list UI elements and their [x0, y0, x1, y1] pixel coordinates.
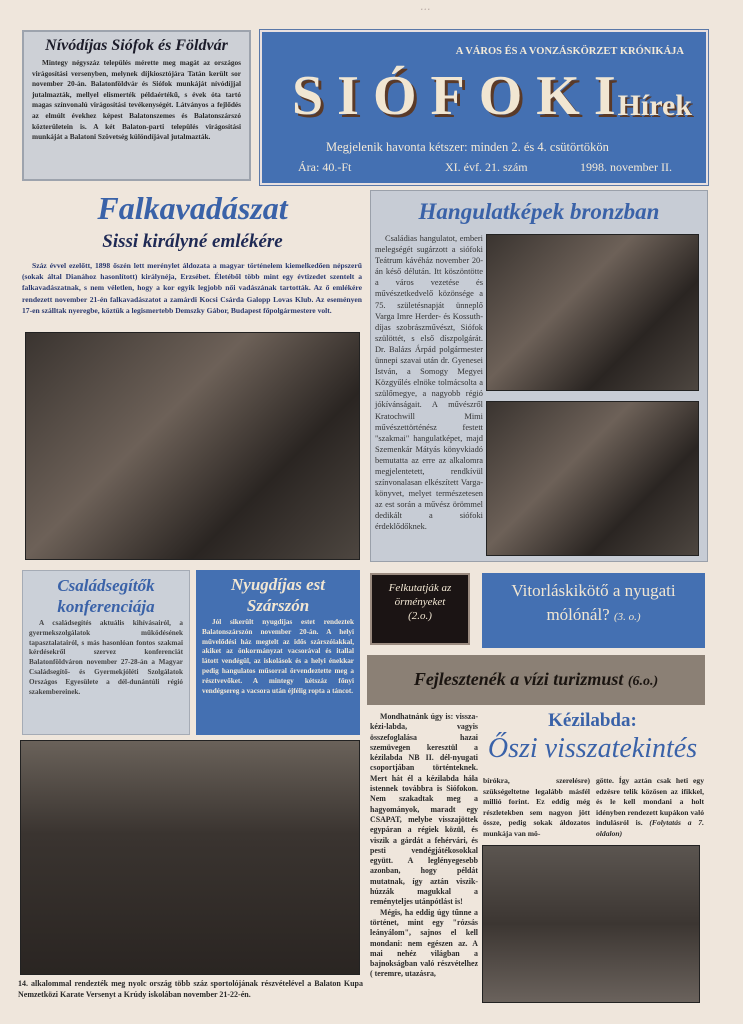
masthead-subtitle: Hírek	[617, 89, 692, 122]
nivodijas-title: Nívódíjas Siófok és Földvár	[45, 37, 228, 54]
falka-text: Száz évvel ezelőtt, 1898 őszén lett merénylet áldozata a magyar történelem kiemelkedően népszerű (sokak által Dianához hasonlított) királynéja, Erzsébet. Életéből több mint egy évtizedet szentelt a falkavadászatnak, s nem véletlen, hogy a kor egyik legjobb női vadászának tartották. Az ő emlékére rendezett november 21-én falkavadászatot a zamárdi Kocsi Csárda Galopp Lovas Klub. Az eseményen 17-en szálltak nyeregbe, köztük a legismertebb Demszky Gábor, Budapest főpolgármestere volt.	[22, 261, 362, 315]
csalad-box	[22, 570, 190, 735]
teaser-ormeny[interactable]	[370, 573, 470, 645]
bronz-text: Családias hangulatot, emberi melegségét sugárzott a siófoki Teátrum kávéház november 20-án késő délután. Itt köszöntötte a város vezetése és művészetkedvelő közönsége a 75. születésnapját ünneplő Varga Imre Herder- és Kossuth-díjas szobrászművészt, Siófok szülöttét, s első díszpolgárát. Dr. Balázs Árpád polgármester ünnepi szavai után dr. Gyenesei István, a Somogy Megyei Közgyűlés elnöke tolmácsolta a szülőmegye, a nagyobb régió jókívánságait. A művészről Kratochwill Mimi művészettörténész festett "szakmai" hangulatképet, majd Szemenkár Mátyás könyvkiadó bemutatta az erre az alkalomra megjelentetett, rendkívül színvonalasan elkészített Varga-könyvet, melyet természetesen az est során a művész örömmel dedikált a siófoki érdeklődőknek.	[375, 234, 483, 532]
falka-photo	[25, 332, 360, 560]
handwritten-note: ...	[420, 0, 431, 13]
kezilabda-text-1b: Mégis, ha eddig úgy tűnne a történet, mint egy "rózsás leányálom", sajnos el kell mondani: nem egészen az. A mai nehéz világban a bajnokságban való részvételhez ( teremre, utazásra,	[370, 907, 478, 979]
masthead-price: Ára: 40.-Ft	[298, 160, 352, 174]
bronz-photo-2	[486, 401, 699, 556]
teaser-vitorlas-page: (3. o.)	[613, 611, 641, 623]
teaser-ormeny-title: Felkutatják az örményeket	[388, 582, 452, 608]
teaser-turizmus[interactable]	[367, 655, 705, 705]
teaser-turizmus-page: (6.o.)	[627, 674, 659, 689]
kezilabda-continued[interactable]: (Folytatás a 7. oldalon)	[596, 818, 704, 838]
kezilabda-title: Őszi visszatekintés	[487, 733, 698, 764]
csalad-title: Családsegítők konferenciája	[57, 576, 155, 616]
falka-subtitle: Sissi királyné emlékére	[102, 231, 283, 252]
masthead-title: SIÓFOKI	[292, 65, 630, 127]
teaser-turizmus-title: Fejlesztenék a vízi turizmust	[413, 669, 624, 689]
teaser-ormeny-page: (2.o.)	[408, 610, 432, 622]
nyugdij-box	[196, 570, 360, 735]
bronz-photo-1	[486, 234, 699, 391]
bronz-title: Hangulatképek bronzban	[418, 199, 660, 224]
nyugdij-text: Jól sikerült nyugdíjas estet rendeztek Balatonszárszón november 20-án. A helyi művelődési ház megtelt az idős szárszóiakkal, akiket az önkormányzat vacsorával és itallal látott vendégül, az iskolások és a helyi énekkar pedig hangulatos műsorral örvendeztette meg a résztvevőket. A mintegy kétszáz főnyi vendégsereg a vacsora után éjfélig ropta a táncot.	[202, 618, 354, 695]
masthead-tagline: A VÁROS ÉS A VONZÁSKÖRZET KRÓNIKÁJA	[455, 46, 684, 57]
bronz-box	[370, 190, 708, 562]
kezilabda-text-1: Mondhatnánk úgy is: vissza-kézi-labda, vagyis összefoglalása hazai szemüvegen keresztül a kézilabda NB II. dél-nyugati csoportjában történteknek. Mert hát él a kézilabda hála istennek továbbra is Siófokon. Nem szakadtak meg a hagyományok, maradt egy CSAPAT, melybe visszajöttek egypáran a régiek közül, és viszik a gárdát a fehérvári, és pesti vendégjátékosokkal együtt. A leglényegesebb azonban, hogy példát mutatnak, így aztán viszik-húzzák magukkal a reményteljes utánpótlást is!	[370, 712, 478, 907]
nivodijas-text: Mintegy négyszáz település mérette meg magát az országos virágosítási versenyben, melynek díjkiosztójára Tatán került sor november 20-án. Balatonföldvár és Siófok munkáját nívódíjjal jutalmazták, mellyel elismerték példaértékű, s évek óta tartó magas színvonalú virágosítási tevékenységét. Látványos a fejlődés az elmúlt évekhez képest Balatonszemes és Balatonszárszó közterületein is. A két Balaton-parti település virágosítási munkáját a Balatoni Szövetség különdíjával jutalmazták.	[32, 58, 241, 142]
nyugdij-title: Nyugdíjas est Szárszón	[231, 575, 325, 615]
karate-photo	[20, 740, 360, 975]
nivodijas-box	[22, 30, 251, 181]
teaser-vitorlas-title: Vitorláskikötő a nyugati mólónál?	[511, 581, 676, 624]
masthead-date: 1998. november II.	[580, 160, 672, 174]
falka-headline: Falkavadászat	[97, 190, 288, 226]
masthead-issue: XI. évf. 21. szám	[445, 160, 528, 174]
kezilabda-photo	[482, 845, 700, 1003]
teaser-vitorlas[interactable]	[482, 573, 705, 648]
kezilabda-kicker: Kézilabda:	[548, 710, 637, 731]
kezilabda-text-2: bírókra, szerelésre) szükségeltetne legalább másfél millió forint. Ez eddig még részletekben sem nagyon jött össze, pedig sokak áldozatos munkája van mö-	[483, 776, 590, 838]
karate-caption: 14. alkalommal rendezték meg nyolc ország több száz sportolójának részvételével a Balaton Kupa Nemzetközi Karate Versenyt a Krúdy iskolában november 21-22-én.	[18, 979, 363, 999]
masthead-frequency: Megjelenik havonta kétszer: minden 2. és 4. csütörtökön	[326, 140, 609, 154]
masthead	[260, 30, 708, 185]
csalad-text: A családsegítés aktuális kihívásairól, a gyermekszolgálatok működésének tapasztalatairól, s más hasonlóan fontos szakmai kérdésekről szervez konferenciát Balatonföldváron november 27-28-án a Magyar Családsegítő- és Gyermekjóléti Szolgálatok Országos Egyesülete a dél-dunántúli régió szakembereinek.	[29, 619, 183, 696]
kezilabda-text-3: götte. Így aztán csak heti egy edzésre telik közösen az ifikkel, és le kell mondani a holt idényben rendezett kupákon való indulásról is.	[596, 776, 704, 828]
